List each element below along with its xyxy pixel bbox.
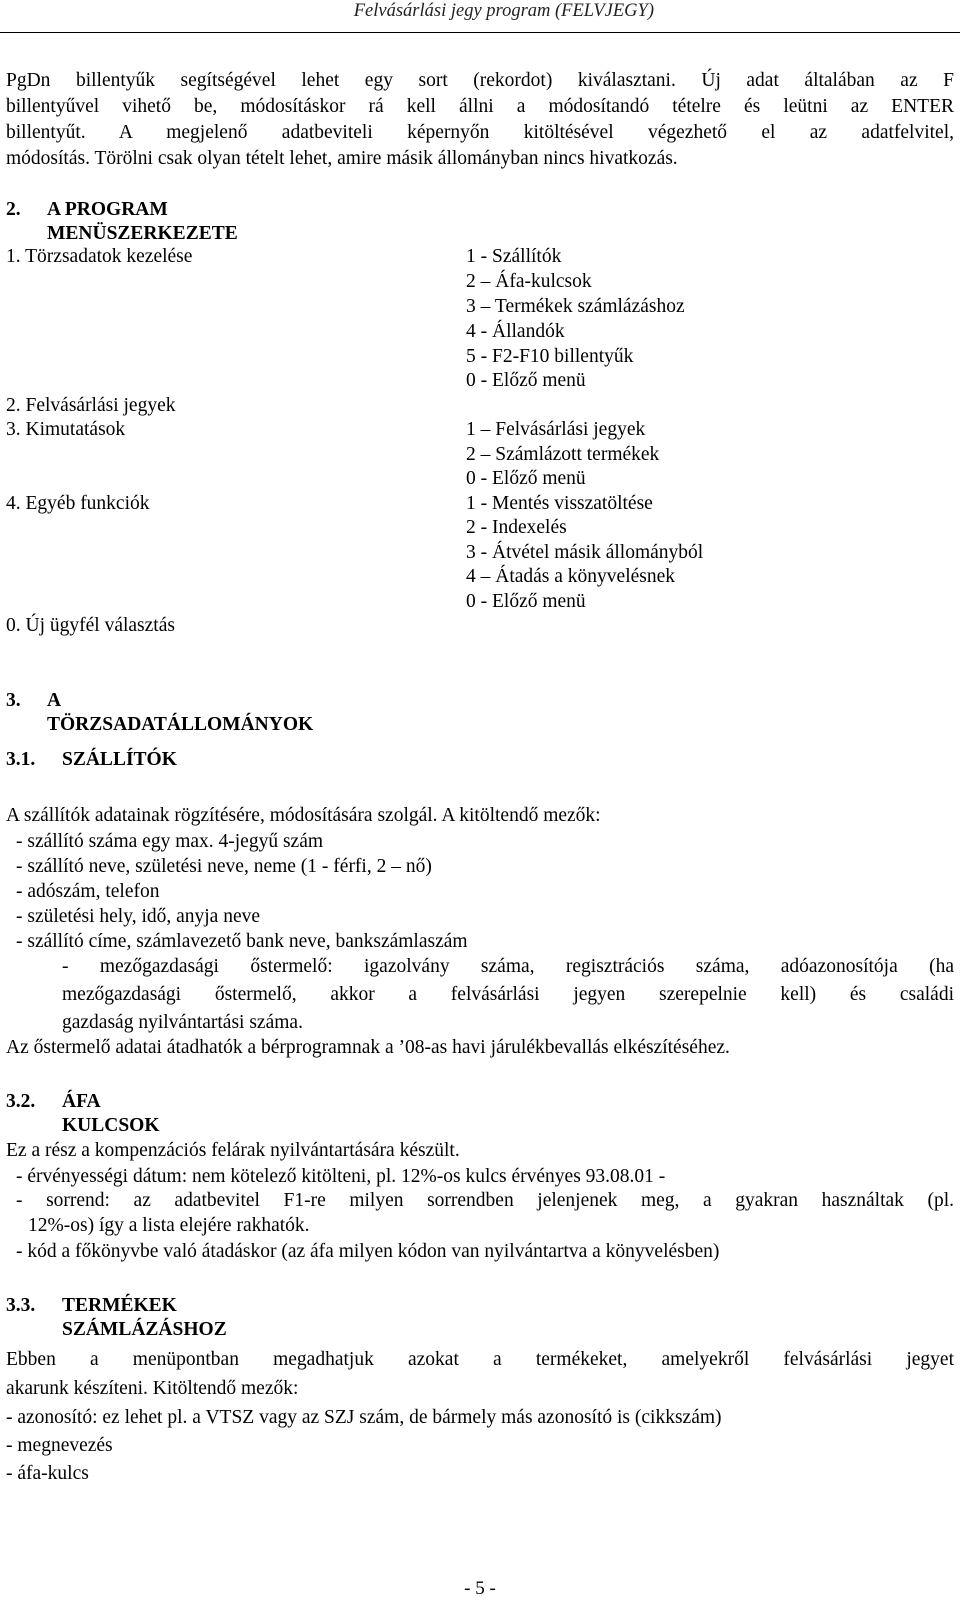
section-3-2-intro: Ez a rész a kompenzációs felárak nyilvántartására készült. — [6, 1140, 460, 1161]
menu-item-0: 0. Új ügyfél választás — [6, 615, 175, 636]
page-number: - 5 - — [464, 1578, 496, 1599]
section-3-1-note: Az őstermelő adatai átadhatók a bérprogramnak a ’08-as havi járulékbevallás elkészítéséhez. — [6, 1037, 730, 1058]
menu-sub-1-2: 2 – Áfa-kulcsok — [466, 271, 592, 292]
menu-sub-4-4: 4 – Átadás a könyvelésnek — [466, 566, 676, 587]
header-rule — [0, 32, 960, 33]
menu-sub-1-3: 3 – Termékek számlázáshoz — [466, 296, 685, 317]
section-title: ÁFA KULCSOK — [62, 1091, 160, 1136]
section-3-3-intro-line-1: Ebben a menüpontban megadhatjuk azokat a termékeket, amelyekről felvásárlási jegyet — [6, 1349, 954, 1370]
field-item-long-line-2: mezőgazdasági őstermelő, akkor a felvásárlási jegyen szerepelnie kell) és családi — [62, 984, 954, 1005]
menu-sub-3-2: 2 – Számlázott termékek — [466, 444, 660, 465]
menu-sub-3-1: 1 – Felvásárlási jegyek — [466, 419, 646, 440]
afa-item-code: - kód a főkönyvbe való átadáskor (az áfa milyen kódon van nyilvántartva a könyvelésben) — [16, 1241, 720, 1262]
menu-item-2: 2. Felvásárlási jegyek — [6, 395, 176, 416]
product-field-item: - megnevezés — [6, 1435, 113, 1456]
menu-item-1: 1. Törzsadatok kezelése — [6, 246, 193, 267]
menu-sub-1-1: 1 - Szállítók — [466, 246, 562, 267]
intro-line-2: billentyűvel vihető be, módosításkor rá kell állni a módosítandó tételre és leütni az ENTER — [6, 96, 954, 117]
section-number: 3.2. — [6, 1091, 36, 1112]
running-header — [0, 0, 960, 34]
menu-sub-4-3: 3 - Átvétel másik állományból — [466, 542, 704, 563]
section-title: A PROGRAM MENÜSZERKEZETE — [47, 199, 238, 244]
afa-item-order-line-1: - sorrend: az adatbevitel F1-re milyen sorrendben jelenjenek meg, a gyakran használtak (pl. — [16, 1190, 954, 1211]
menu-sub-3-0: 0 - Előző menü — [466, 468, 586, 489]
field-item-long-line-3: gazdaság nyilvántartási száma. — [62, 1012, 303, 1033]
menu-sub-1-0: 0 - Előző menü — [466, 370, 586, 391]
product-field-item: - áfa-kulcs — [6, 1463, 89, 1484]
section-number: 3.3. — [6, 1295, 36, 1316]
section-title: SZÁLLÍTÓK — [62, 749, 177, 770]
intro-line-1: PgDn billentyűk segítségével lehet egy sort (rekordot) kiválasztani. Új adat általában az F — [6, 70, 954, 91]
menu-sub-1-4: 4 - Állandók — [466, 321, 565, 342]
section-3-3-intro-line-2: akarunk készíteni. Kitöltendő mezők: — [6, 1378, 299, 1399]
menu-sub-1-5: 5 - F2-F10 billentyűk — [466, 346, 634, 367]
field-item: - szállító címe, számlavezető bank neve, bankszámlaszám — [16, 931, 468, 952]
menu-item-3: 3. Kimutatások — [6, 419, 126, 440]
intro-line-3: billentyűt. A megjelenő adatbeviteli képernyőn kitöltésével végezhető el az adatfelvitel, — [6, 122, 954, 143]
menu-sub-4-0: 0 - Előző menü — [466, 591, 586, 612]
field-item: - adószám, telefon — [16, 881, 160, 902]
field-item: - szállító száma egy max. 4-jegyű szám — [16, 831, 324, 852]
section-number: 2. — [6, 199, 21, 220]
section-title: A TÖRZSADATÁLLOMÁNYOK — [47, 690, 314, 735]
field-item: - születési hely, idő, anyja neve — [16, 906, 261, 927]
product-field-item: - azonosító: ez lehet pl. a VTSZ vagy az SZJ szám, de bármely más azonosító is (cikkszám) — [6, 1407, 722, 1428]
section-title: TERMÉKEK SZÁMLÁZÁSHOZ — [62, 1295, 227, 1340]
afa-item-validity: - érvényességi dátum: nem kötelező kitölteni, pl. 12%-os kulcs érvényes 93.08.01 - — [16, 1166, 666, 1187]
menu-sub-4-1: 1 - Mentés visszatöltése — [466, 493, 653, 514]
field-item: - szállító neve, születési neve, neme (1 - férfi, 2 – nő) — [16, 856, 432, 877]
section-number: 3. — [6, 690, 21, 711]
menu-sub-4-2: 2 - Indexelés — [466, 517, 567, 538]
field-item-long-line-1: - mezőgazdasági őstermelő: igazolvány száma, regisztrációs száma, adóazonosítója (ha — [62, 956, 954, 977]
section-3-1-intro: A szállítók adatainak rögzítésére, módosítására szolgál. A kitöltendő mezők: — [6, 805, 601, 826]
afa-item-order-line-2: 12%-os) így a lista elejére rakhatók. — [28, 1215, 310, 1236]
intro-line-4: módosítás. Törölni csak olyan tételt lehet, amire másik állományban nincs hivatkozás. — [6, 148, 678, 169]
section-number: 3.1. — [6, 749, 36, 770]
menu-item-4: 4. Egyéb funkciók — [6, 493, 150, 514]
header-title: Felvásárlási jegy program (FELVJEGY) — [353, 1, 654, 21]
